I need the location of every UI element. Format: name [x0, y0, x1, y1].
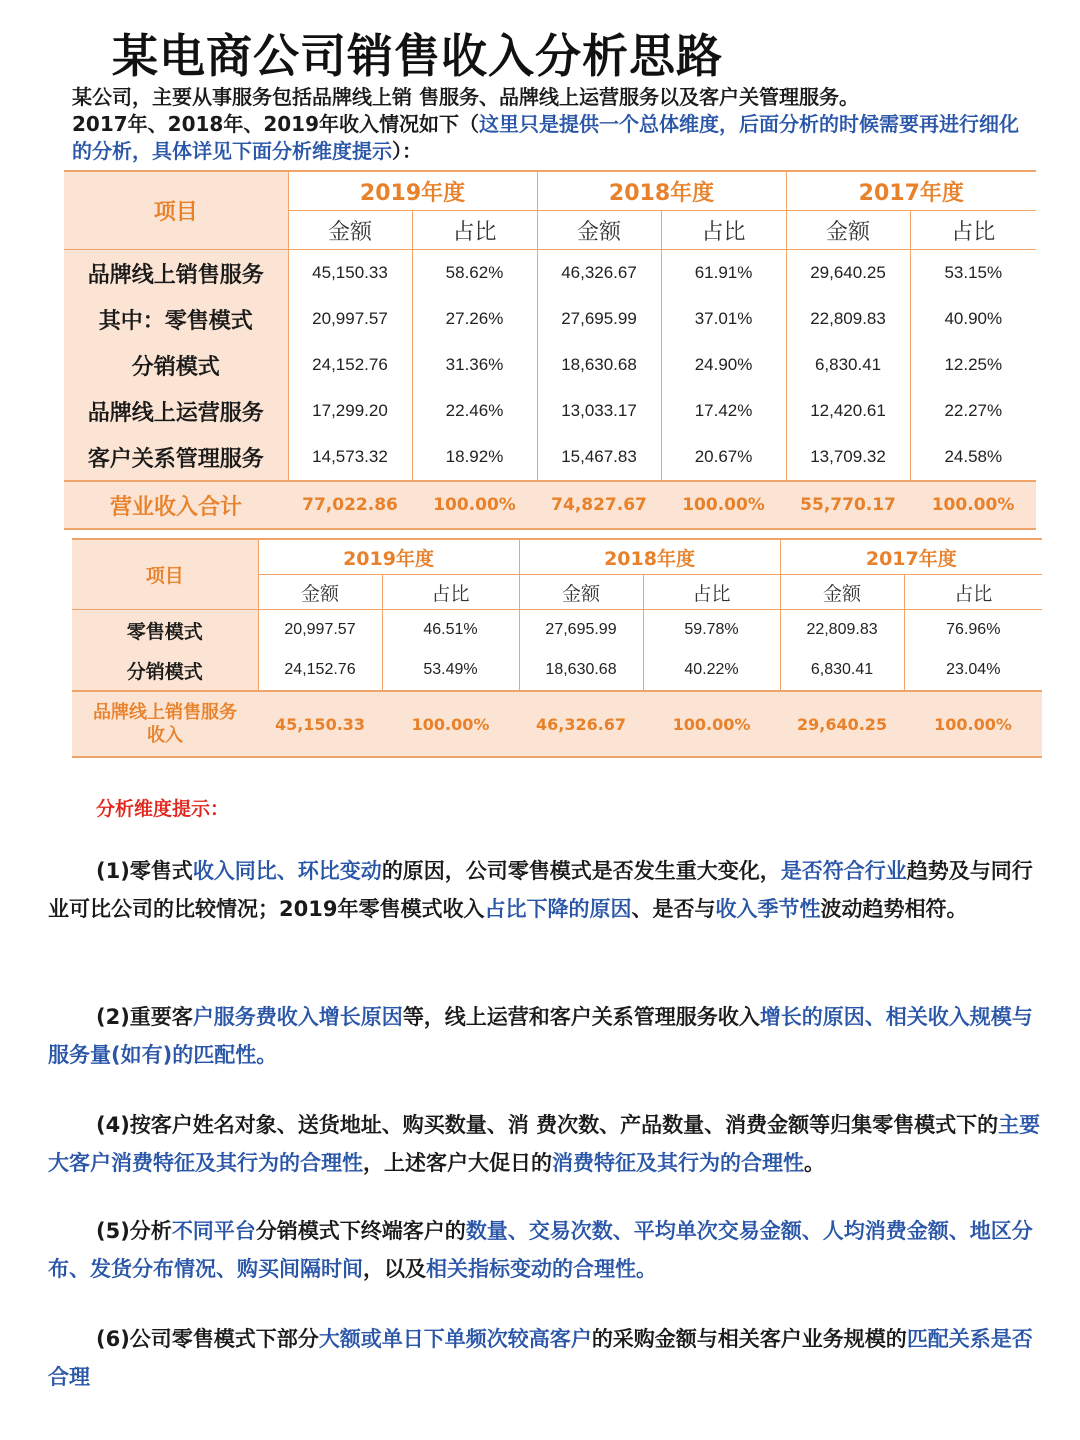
- page-title: 某电商公司销售收入分析思路: [112, 29, 723, 83]
- hint-paragraph-4: [48, 1106, 1048, 1182]
- row-label: 客户关系管理服务: [64, 434, 288, 481]
- cell-value: 6,830.41: [780, 650, 904, 691]
- cell-value: 40.90%: [910, 296, 1036, 342]
- total-value: 100.00%: [904, 691, 1042, 757]
- hint-highlight: 是否符合行业: [780, 859, 907, 883]
- table1-sub-ratio: 占比: [412, 211, 537, 250]
- hint-highlight: 数量、交易次数、平均单次交易金额、人均消费金额、地区分布、发货分布情况、购买间隔时间: [48, 1219, 1033, 1281]
- hint-text: 等，线上运营和客户关系管理服务收入: [402, 1005, 760, 1029]
- total-value: 74,827.67: [537, 481, 661, 529]
- cell-value: 58.62%: [412, 250, 537, 297]
- total-label: [72, 691, 258, 757]
- total-value: 46,326.67: [519, 691, 643, 757]
- hint-text: 的采购金额与相关客户业务规模的: [591, 1327, 907, 1351]
- row-label: 其中：零售模式: [64, 296, 288, 342]
- cell-value: 17,299.20: [288, 388, 412, 434]
- table-row: [64, 296, 1036, 342]
- cell-value: 45,150.33: [288, 250, 412, 297]
- hint-text: ，上述客户大促日的: [363, 1151, 552, 1175]
- hint-highlight: 占比下降的原因: [484, 897, 632, 921]
- table2-year-2019: 2019年度: [258, 539, 519, 575]
- total-value: 100.00%: [643, 691, 780, 757]
- table2-sub-amount: 金额: [258, 575, 382, 610]
- cell-value: 22.27%: [910, 388, 1036, 434]
- hint-text: (4)按客户姓名对象、送货地址、购买数量、消 费次数、产品数量、消费金额等归集零售模式下的: [96, 1113, 999, 1137]
- hint-paragraph-2: [48, 998, 1048, 1074]
- cell-value: 37.01%: [661, 296, 786, 342]
- total-label: 营业收入合计: [64, 481, 288, 529]
- cell-value: 61.91%: [661, 250, 786, 297]
- hint-text: 波动趋势相符。: [820, 897, 968, 921]
- intro-line2-end: ）：: [392, 139, 422, 163]
- hint-highlight: 户服务费收入增长原因: [192, 1005, 403, 1029]
- intro-line1: 某公司，主要从事服务包括品牌线上销 售服务、品牌线上运营服务以及客户关管理服务。: [72, 85, 859, 109]
- cell-value: 18,630.68: [537, 342, 661, 388]
- hint-text: 。: [804, 1151, 825, 1175]
- table1-sub-ratio: 占比: [910, 211, 1036, 250]
- total-value: 100.00%: [661, 481, 786, 529]
- total-label-line1: 品牌线上销售服务: [93, 702, 237, 723]
- cell-value: 31.36%: [412, 342, 537, 388]
- hint-text: 趋势及与同行业可比公司的比较情况；2019年零售模式收入: [48, 859, 1033, 921]
- cell-value: 27,695.99: [519, 610, 643, 651]
- total-value: 29,640.25: [780, 691, 904, 757]
- cell-value: 24.58%: [910, 434, 1036, 481]
- revenue-table: [64, 170, 1036, 530]
- table-row: [72, 650, 1042, 691]
- cell-value: 13,033.17: [537, 388, 661, 434]
- cell-value: 27.26%: [412, 296, 537, 342]
- cell-value: 46.51%: [382, 610, 519, 651]
- table-row: [72, 610, 1042, 651]
- cell-value: 24.90%: [661, 342, 786, 388]
- hint-highlight: 匹配关系是否合理: [48, 1327, 1033, 1389]
- cell-value: 53.49%: [382, 650, 519, 691]
- hint-text: (1)零售式: [96, 859, 193, 883]
- hint-text: 的原因，公司零售模式是否发生重大变化，: [381, 859, 781, 883]
- table2-year-2017: 2017年度: [780, 539, 1042, 575]
- hint-highlight: 不同平台: [171, 1219, 256, 1243]
- cell-value: 12,420.61: [786, 388, 910, 434]
- table2-sub-amount: 金额: [519, 575, 643, 610]
- cell-value: 27,695.99: [537, 296, 661, 342]
- cell-value: 23.04%: [904, 650, 1042, 691]
- total-value: 77,022.86: [288, 481, 412, 529]
- cell-value: 22,809.83: [780, 610, 904, 651]
- hint-highlight: 相关指标变动的合理性。: [426, 1257, 657, 1281]
- hint-paragraph-1: [48, 852, 1048, 928]
- row-label: 分销模式: [72, 650, 258, 691]
- sales-mode-table: [72, 538, 1042, 758]
- total-value: 55,770.17: [786, 481, 910, 529]
- table1-item-header: 项目: [64, 171, 288, 250]
- table2-sub-ratio: 占比: [382, 575, 519, 610]
- cell-value: 18.92%: [412, 434, 537, 481]
- cell-value: 13,709.32: [786, 434, 910, 481]
- cell-value: 22,809.83: [786, 296, 910, 342]
- hint-text: (6)公司零售模式下部分: [96, 1327, 319, 1351]
- total-value: 100.00%: [910, 481, 1036, 529]
- total-label-line2: 收入: [147, 725, 183, 746]
- hint-text: 分销模式下终端客户的: [255, 1219, 466, 1243]
- cell-value: 53.15%: [910, 250, 1036, 297]
- row-label: 零售模式: [72, 610, 258, 651]
- total-value: 45,150.33: [258, 691, 382, 757]
- total-row: [64, 481, 1036, 529]
- cell-value: 22.46%: [412, 388, 537, 434]
- table2-sub-amount: 金额: [780, 575, 904, 610]
- cell-value: 24,152.76: [288, 342, 412, 388]
- cell-value: 18,630.68: [519, 650, 643, 691]
- table-row: [64, 342, 1036, 388]
- hint-highlight: 消费特征及其行为的合理性: [552, 1151, 804, 1175]
- cell-value: 59.78%: [643, 610, 780, 651]
- table1-sub-amount: 金额: [537, 211, 661, 250]
- total-value: 100.00%: [382, 691, 519, 757]
- table1-year-2017: 2017年度: [786, 171, 1036, 211]
- cell-value: 14,573.32: [288, 434, 412, 481]
- total-value: 100.00%: [412, 481, 537, 529]
- hint-highlight: 大额或单日下单频次较高客户: [318, 1327, 592, 1351]
- table2-item-header: 项目: [72, 539, 258, 610]
- table1-sub-amount: 金额: [786, 211, 910, 250]
- table-row: [64, 388, 1036, 434]
- hint-highlight: 收入同比、环比变动: [192, 859, 382, 883]
- cell-value: 24,152.76: [258, 650, 382, 691]
- table2-sub-ratio: 占比: [904, 575, 1042, 610]
- cell-value: 12.25%: [910, 342, 1036, 388]
- hint-text: ，以及: [363, 1257, 426, 1281]
- table-row: [64, 250, 1036, 297]
- hint-text: (2)重要客: [96, 1005, 193, 1029]
- intro-line2-black: 2017年、2018年、2019年收入情况如下（: [72, 112, 479, 136]
- table1-year-2018: 2018年度: [537, 171, 786, 211]
- cell-value: 17.42%: [661, 388, 786, 434]
- hint-paragraph-6: [48, 1320, 1048, 1396]
- table-row: [64, 434, 1036, 481]
- hint-highlight: 收入季节性: [715, 897, 821, 921]
- hint-highlight: 增长的原因、相关收入规模与服务量(如有)的匹配性。: [48, 1005, 1033, 1067]
- hint-text: 、是否与: [631, 897, 716, 921]
- intro-text: [72, 84, 1032, 165]
- intro-line2: [72, 111, 1032, 165]
- cell-value: 40.22%: [643, 650, 780, 691]
- cell-value: 29,640.25: [786, 250, 910, 297]
- hint-paragraph-5: [48, 1212, 1048, 1288]
- table1-sub-ratio: 占比: [661, 211, 786, 250]
- cell-value: 46,326.67: [537, 250, 661, 297]
- hint-text: (5)分析: [96, 1219, 172, 1243]
- row-label: 品牌线上销售服务: [64, 250, 288, 297]
- cell-value: 6,830.41: [786, 342, 910, 388]
- hint-highlight: 主要大客户消费特征及其行为的合理性: [48, 1113, 1041, 1175]
- row-label: 品牌线上运营服务: [64, 388, 288, 434]
- table2-year-2018: 2018年度: [519, 539, 780, 575]
- cell-value: 20,997.57: [258, 610, 382, 651]
- total-row: [72, 691, 1042, 757]
- cell-value: 76.96%: [904, 610, 1042, 651]
- row-label: 分销模式: [64, 342, 288, 388]
- table2-sub-ratio: 占比: [643, 575, 780, 610]
- table1-year-2019: 2019年度: [288, 171, 537, 211]
- intro-line2-blue: 这里只是提供一个总体维度，后面分析的时候需要再进行细化的分析，具体详见下面分析维度提示: [72, 112, 1019, 163]
- cell-value: 15,467.83: [537, 434, 661, 481]
- table1-sub-amount: 金额: [288, 211, 412, 250]
- cell-value: 20,997.57: [288, 296, 412, 342]
- hints-title: 分析维度提示：: [96, 798, 230, 820]
- cell-value: 20.67%: [661, 434, 786, 481]
